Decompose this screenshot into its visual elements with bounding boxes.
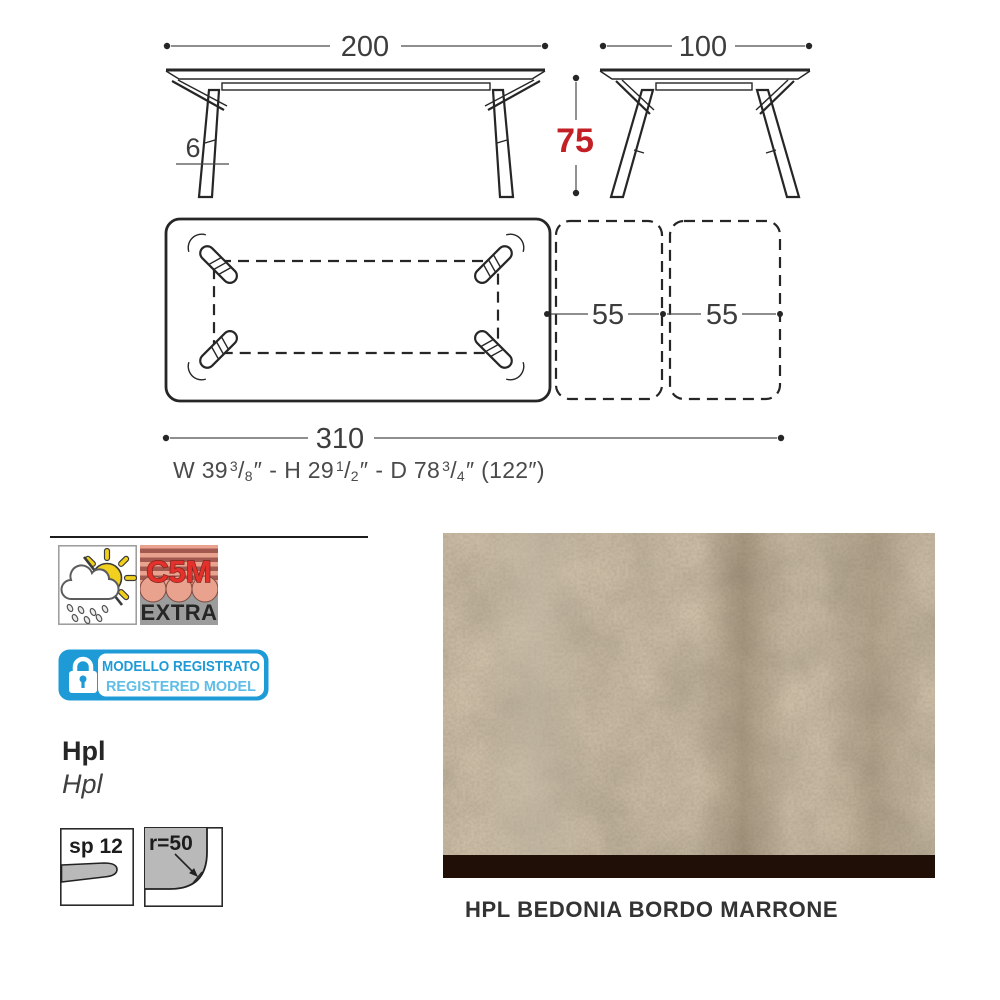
registered-model-it-label: MODELLO REGISTRATO — [102, 658, 261, 675]
front-width-label: 200 — [340, 31, 390, 63]
climate-code-label: C5M — [146, 554, 212, 589]
front-view-drawing — [166, 70, 545, 197]
total-length-label: 310 — [315, 423, 365, 455]
side-view-drawing — [600, 70, 810, 197]
imperial-size-line: W 39 $^3$/8″ - H 29 $^1$/2″ - D 78 $^3$/4″ (122″) — [173, 457, 545, 484]
side-depth-dimension — [600, 31, 812, 63]
leaf-left-label: 55 — [591, 299, 625, 331]
edge-thickness-icon — [60, 828, 134, 906]
thickness-label: 6 — [185, 133, 201, 163]
brown-edge-band — [443, 855, 935, 878]
material-name: Hpl — [62, 736, 106, 766]
side-depth-label: 100 — [678, 31, 728, 63]
leaf-dimensions — [544, 299, 783, 331]
front-width-dimension — [164, 31, 548, 63]
height-label: 75 — [556, 122, 594, 160]
corner-radius-icon — [144, 827, 223, 907]
total-length-dimension — [163, 423, 784, 455]
material-name-alt: Hpl — [62, 769, 103, 799]
extension-leaves-drawing — [556, 221, 780, 399]
material-swatch — [443, 533, 935, 878]
climate-grade-label: EXTRA — [140, 600, 218, 625]
climate-class-badge — [140, 545, 218, 625]
registered-model-badge — [58, 649, 269, 701]
finish-name-label: HPL BEDONIA BORDO MARRONE — [465, 897, 839, 922]
section-divider — [50, 536, 368, 538]
height-dimension — [556, 75, 594, 196]
thickness-value-label: sp 12 — [69, 835, 123, 858]
top-view-drawing — [166, 219, 550, 401]
registered-model-en-label: REGISTERED MODEL — [106, 678, 256, 695]
radius-value-label: r=50 — [149, 832, 193, 855]
outdoor-indoor-weather-icon — [58, 545, 137, 625]
leaf-right-label: 55 — [705, 299, 739, 331]
